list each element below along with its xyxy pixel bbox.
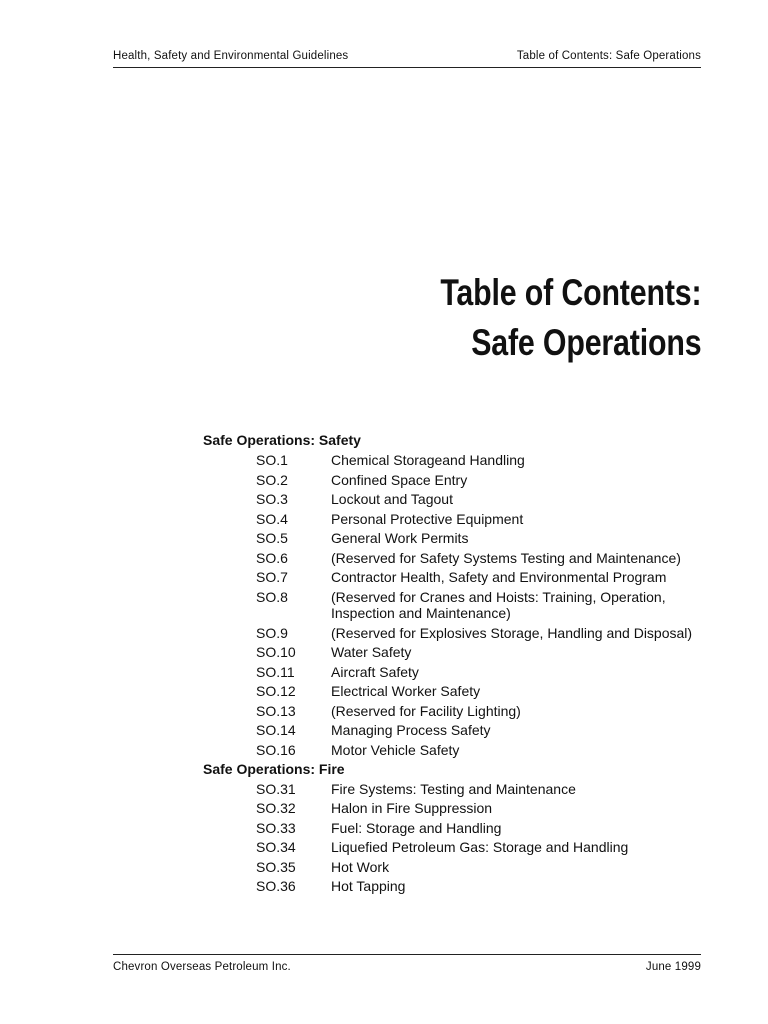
toc-entry-code: SO.14	[256, 722, 296, 738]
toc-entry-title: (Reserved for Facility Lighting)	[331, 702, 521, 719]
toc-entry-title: Lockout and Tagout	[331, 491, 453, 507]
toc-entry-code: SO.6	[256, 549, 288, 566]
toc-entry-title: Hot Tapping	[331, 878, 406, 894]
toc-entry	[203, 799, 723, 819]
toc-entry-title: Fuel: Storage and Handling	[331, 819, 502, 836]
toc-entry-code: SO.12	[256, 683, 296, 699]
toc-entry	[203, 701, 723, 721]
toc-entry-title: Halon in Fire Suppression	[331, 800, 493, 816]
toc-entry-code: SO.35	[256, 858, 296, 875]
header-section-title: Table of Contents: Safe Operations	[516, 50, 701, 62]
toc-entry	[203, 587, 723, 623]
toc-entry	[203, 623, 723, 643]
toc-entry-title: General Work Permits	[331, 530, 469, 546]
toc-entry	[203, 470, 723, 490]
toc-entry-code: SO.36	[256, 878, 296, 894]
toc-section-heading: Safe Operations: Safety	[203, 432, 361, 448]
toc-entry-title: Personal Protective Equipment	[331, 510, 524, 527]
toc-entry-title: Fire Systems: Testing and Maintenance	[331, 780, 576, 797]
toc-entry-code: SO.7	[256, 569, 288, 585]
toc-entry	[203, 490, 723, 510]
toc-entry-title: Hot Work	[331, 858, 390, 875]
toc-entry-title: Electrical Worker Safety	[331, 683, 481, 699]
page-title	[440, 268, 701, 368]
toc-entry-title: (Reserved for Explosives Storage, Handling and Disposal)	[331, 624, 693, 641]
toc-entry-code: SO.11	[256, 663, 295, 680]
toc-entry	[203, 682, 723, 702]
toc-entry	[203, 877, 723, 897]
footer-company: Chevron Overseas Petroleum Inc.	[113, 961, 291, 973]
toc-entry	[203, 779, 723, 799]
toc-entry	[203, 643, 723, 663]
footer-date: June 1999	[645, 961, 701, 973]
table-of-contents	[203, 431, 723, 896]
toc-entry-code: SO.5	[256, 530, 288, 546]
toc-entry-code: SO.31	[256, 780, 296, 797]
toc-entry-code: SO.4	[256, 510, 288, 527]
toc-entry-code: SO.9	[256, 624, 288, 641]
header-document-title: Health, Safety and Environmental Guidelines	[113, 50, 349, 62]
toc-entry-code: SO.8	[256, 588, 288, 605]
toc-entry	[203, 568, 723, 588]
running-footer	[113, 954, 701, 973]
toc-entry	[203, 740, 723, 760]
toc-entry-title: Contractor Health, Safety and Environmental Program	[331, 569, 667, 585]
toc-entry	[203, 529, 723, 549]
toc-entry-title: Liquefied Petroleum Gas: Storage and Handling	[331, 839, 629, 855]
toc-entry-code: SO.32	[256, 800, 296, 816]
toc-entry	[203, 818, 723, 838]
toc-entry-code: SO.13	[256, 702, 296, 719]
toc-entry-code: SO.3	[256, 491, 288, 507]
toc-entry	[203, 451, 723, 471]
toc-entry-title: Managing Process Safety	[331, 722, 491, 738]
toc-entry	[203, 548, 723, 568]
toc-entry-title: (Reserved for Cranes and Hoists: Training, Operation, Inspection and Maintenance)	[331, 588, 666, 621]
toc-entry-code: SO.10	[256, 644, 296, 660]
toc-entry-title: Water Safety	[331, 644, 412, 660]
toc-entry-code: SO.2	[256, 471, 288, 488]
toc-entry	[203, 721, 723, 741]
toc-section-heading: Safe Operations: Fire	[203, 760, 345, 777]
toc-entry-code: SO.1	[256, 452, 288, 468]
toc-entry-title: (Reserved for Safety Systems Testing and Maintenance)	[331, 549, 681, 566]
page-title-line-2: Safe Operations	[470, 322, 701, 363]
toc-entry-code: SO.33	[256, 819, 296, 836]
toc-entry-title: Motor Vehicle Safety	[331, 741, 460, 758]
toc-entry-code: SO.34	[256, 839, 296, 855]
toc-entry-title: Chemical Storageand Handling	[331, 452, 525, 468]
toc-entry	[203, 662, 723, 682]
toc-entry	[203, 857, 723, 877]
toc-entry	[203, 509, 723, 529]
toc-entry-code: SO.16	[256, 741, 296, 758]
toc-entry-title: Aircraft Safety	[331, 663, 419, 680]
running-header	[113, 49, 701, 68]
page-title-line-1: Table of Contents:	[439, 272, 701, 313]
toc-entry	[203, 838, 723, 858]
toc-entry-title: Confined Space Entry	[331, 471, 468, 488]
